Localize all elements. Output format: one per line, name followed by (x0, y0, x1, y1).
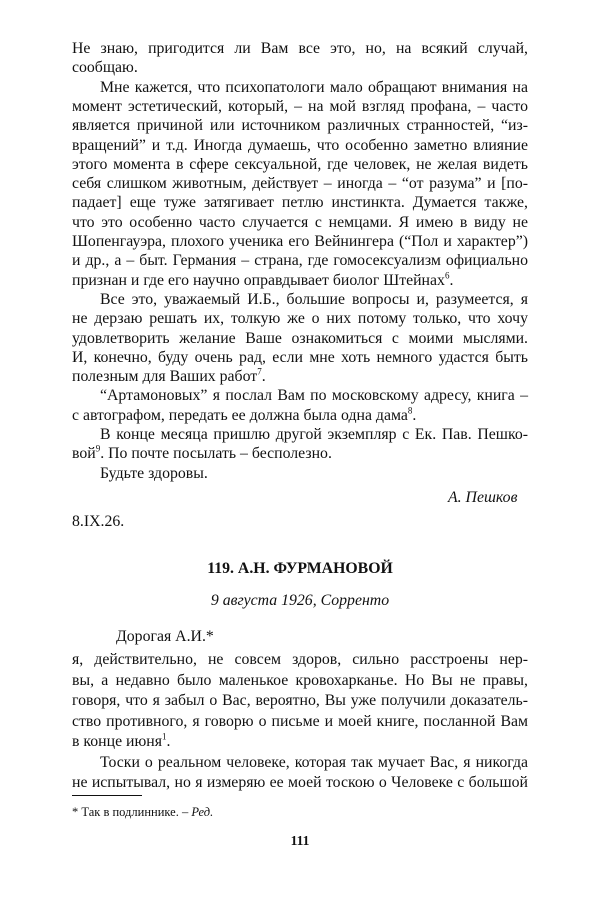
line-text: момент эстетический, который, – на мой взгляд профана, – часто (72, 97, 528, 115)
line-text: вы, а недавно было маленькое кровохарканье. Но Вы не правы, (72, 671, 528, 689)
line-text: “Артамоновых” я послал Вам по московскому адресу, книга – (100, 387, 528, 405)
footnote (72, 805, 213, 820)
footnote-ref: 8 (407, 405, 413, 416)
footnote-editor: Ред. (191, 805, 214, 819)
line-text: Шопенгауэра, плохого ученика его Вейнингера (“Пол и характер”) (72, 233, 528, 250)
text-line (72, 97, 528, 117)
text-line (72, 155, 528, 175)
signature: А. Пешков (448, 489, 518, 506)
footnote-ref: 6 (444, 270, 450, 281)
line-text: говоря, что я забыл о Вас, вероятно, Вы уже получили доказатель- (72, 692, 528, 709)
line-text: этого момента в сфере сексуальной, где человек, не желая видеть (72, 155, 528, 173)
line-text: Будьте здоровы. (100, 464, 208, 482)
line-text: Все это, уважаемый И.Б., большие вопросы и, разумеется, я (100, 290, 528, 308)
text-line (72, 406, 528, 426)
footnote-ref: 9 (95, 444, 101, 455)
line-text: сообщаю. (72, 59, 138, 77)
letter-heading: 119. А.Н. ФУРМАНОВОЙ (207, 560, 393, 577)
line-text: падает] еще туже затягивает петлю инстинкта. Думается также, (72, 194, 528, 212)
text-line (72, 650, 528, 670)
line-text: не дерзаю решать их, толкую же о них потому только, что хочу (72, 310, 528, 328)
line-text: Мне кажется, что психопатологи мало обращают внимания на (100, 78, 528, 96)
text-line (72, 348, 528, 368)
text-line (72, 251, 528, 271)
text-line (72, 773, 528, 793)
line-text: Не знаю, пригодится ли Вам все это, но, на всякий случай, (72, 40, 528, 57)
footnote-ref: 1 (162, 731, 167, 742)
line-text: себя слишком животным, действует – иногда – “от разума” и [по- (72, 175, 528, 193)
line-text: признан и где его научно оправдывает биолог Штейнах (72, 271, 445, 289)
text-line (100, 464, 528, 484)
footnote-text: * Так в подлиннике. – (72, 805, 192, 819)
line-text: удовлетворить желание Ваше ознакомиться с моими мыслями. (72, 329, 528, 347)
line-text: вой (72, 445, 96, 463)
text-line (100, 290, 528, 310)
line-text-tail: . (412, 406, 417, 424)
text-line (72, 732, 528, 752)
letter-date-place: 9 августа 1926, Сорренто (210, 592, 390, 609)
text-line (72, 136, 528, 156)
text-line (72, 58, 528, 78)
line-text: является причиной или источником различных странностей, “из- (72, 117, 528, 135)
text-line (72, 271, 528, 291)
text-line (72, 671, 528, 691)
text-line (72, 232, 528, 252)
text-line (72, 213, 528, 233)
line-text: я, действительно, не совсем здоров, сильно расстроены нер- (72, 651, 528, 668)
text-line (72, 329, 528, 349)
text-line (72, 309, 528, 329)
line-text: полезным для Ваших работ (72, 368, 258, 386)
text-line (100, 753, 528, 773)
line-text-tail: . (261, 368, 266, 386)
line-text: и др., а – быт. Германия – страна, где гомосексуализм официально (72, 252, 528, 270)
letter-date: 8.IX.26. (72, 513, 125, 530)
text-line (100, 78, 528, 98)
text-line (72, 116, 528, 136)
text-line (72, 174, 528, 194)
text-line (100, 386, 528, 406)
text-line (72, 367, 528, 387)
footnote-divider (72, 795, 142, 796)
line-text: что это особенно часто случается с немцами. Я имею в виду не (72, 213, 528, 231)
line-text: с автографом, передать ее должна была одна дама (72, 406, 408, 424)
line-text: в конце июня (72, 733, 163, 750)
line-text-tail: . По почте посылать – бесполезно. (100, 445, 332, 463)
line-text: не испытывал, но я измеряю ее моей тоскою о Человеке с большой (72, 774, 528, 791)
line-text: ство противного, я говорю о письме и моей книге, посланной Вам (72, 712, 528, 730)
line-text: И, конечно, буду очень рад, если мне хоть немного удастся быть (72, 348, 528, 366)
line-text-tail: . (449, 271, 454, 289)
text-line (72, 712, 528, 732)
line-text: В конце месяца пришлю другой экземпляр с Ек. Пав. Пешко- (100, 426, 528, 443)
line-text: Тоски о реальном человеке, которая так мучает Вас, я никогда (100, 753, 528, 771)
page-number: 111 (290, 833, 310, 848)
text-line (72, 444, 528, 464)
text-line (72, 39, 528, 59)
greeting: Дорогая А.И.* (116, 628, 214, 645)
line-text-tail: . (166, 733, 171, 750)
line-text: вращений” и т.д. Иногда думаешь, что особенно заметно влияние (72, 136, 528, 154)
text-line (100, 425, 528, 445)
text-line (72, 193, 528, 213)
footnote-ref: 7 (257, 366, 262, 377)
text-line (72, 691, 528, 711)
